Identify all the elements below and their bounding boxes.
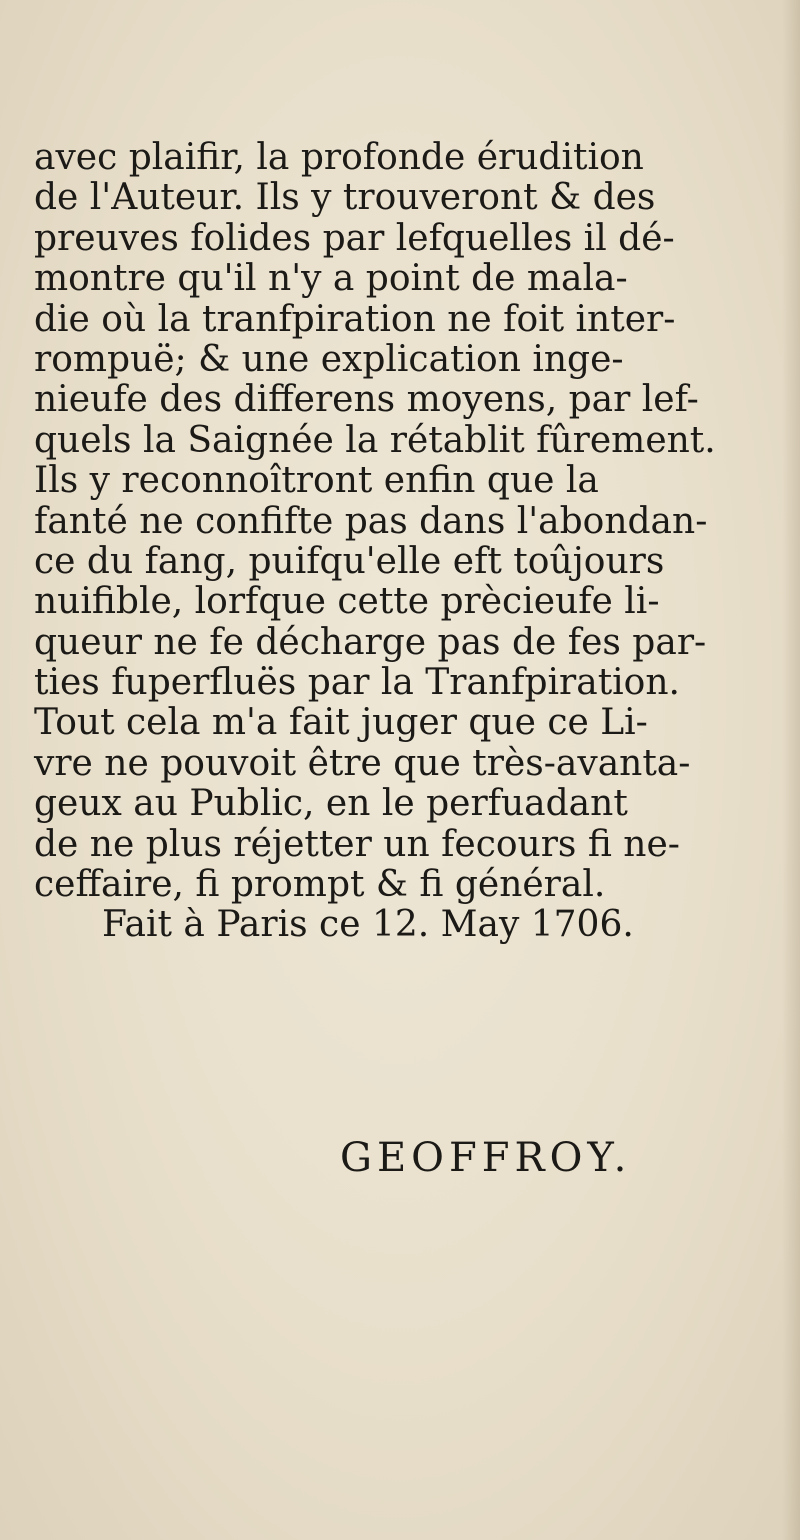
text-line: montre qu'il n'y a point de mala- (34, 258, 628, 300)
text-line: Ils y reconnoîtront enfin que la (34, 460, 599, 502)
text-line: ce du fang, puifqu'elle eft toûjours (34, 540, 665, 582)
text-line: ties fuperfluës par la Tranfpiration. (34, 662, 680, 704)
text-line: rompuë; & une explication inge- (34, 338, 624, 380)
text-line: fanté ne confifte pas dans l'abondan- (34, 500, 708, 542)
text-line: preuves folides par lefquelles il dé- (34, 217, 675, 259)
text-line: avec plaifir, la profonde érudition (34, 137, 644, 178)
text-line: queur ne fe décharge pas de fes par- (34, 621, 707, 663)
text-line: quels la Saignée la rétablit fûrement. (34, 419, 716, 461)
text-line: ceffaire, fi prompt & fi général. (34, 864, 606, 906)
signature: GEOFFROY. (340, 1135, 632, 1181)
text-line: nieufe des differens moyens, par lef- (34, 379, 699, 421)
text-line: vre ne pouvoit être que très-avanta- (34, 742, 691, 784)
text-line: nuifible, lorfque cette prècieufe li- (34, 581, 660, 623)
text-line: die où la tranfpiration ne foit inter- (34, 298, 676, 340)
text-line: de ne plus réjetter un fecours fi ne- (34, 823, 680, 865)
body-text (34, 137, 716, 946)
page-edge-shadow (782, 0, 800, 1540)
text-line: geux au Public, en le perfuadant (34, 783, 628, 825)
dateline: Fait à Paris ce 12. May 1706. (102, 904, 634, 946)
text-line: Tout cela m'a fait juger que ce Li- (34, 702, 648, 744)
text-line: de l'Auteur. Ils y trouveront & des (34, 177, 656, 219)
